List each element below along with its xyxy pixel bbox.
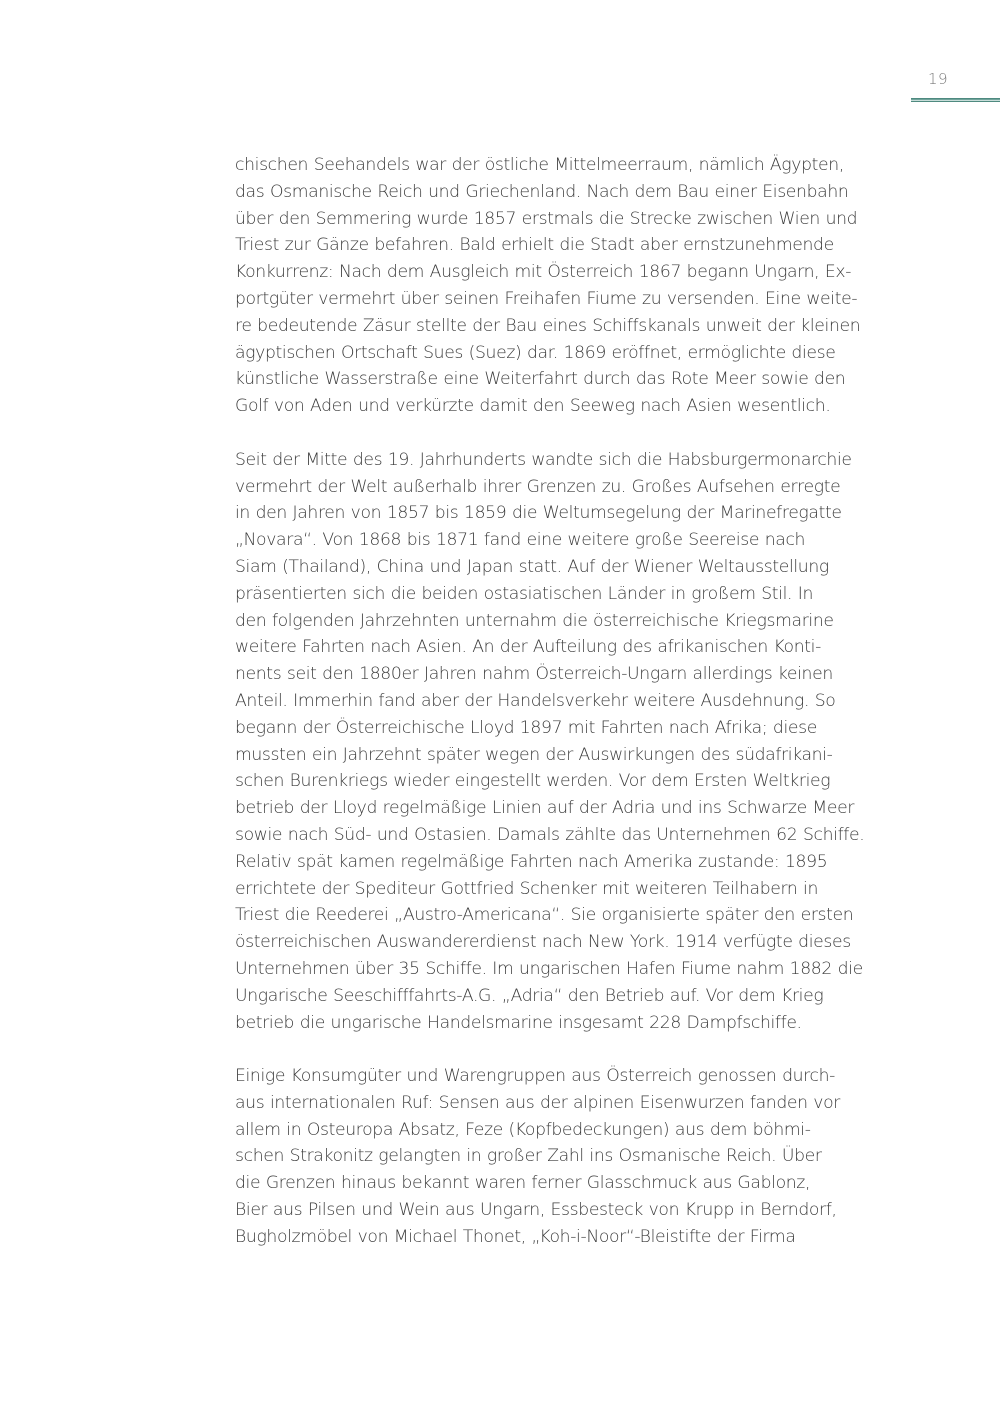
paragraph-2 [235, 447, 905, 1037]
text-line: die Grenzen hinaus bekannt waren ferner Glasschmuck aus Gablonz, [235, 1173, 811, 1194]
text-line: mussten ein Jahrzehnt später wegen der Auswirkungen des südafrikani- [235, 744, 833, 765]
paragraph-1 [235, 152, 905, 420]
text-line: das Osmanische Reich und Griechenland. Nach dem Bau einer Eisenbahn [235, 181, 849, 202]
text-line: ägyptischen Ortschaft Sues (Suez) dar. 1869 eröffnet, ermöglichte diese [235, 342, 836, 363]
text-line: Bugholzmöbel von Michael Thonet, „Koh-i-Noor“-Bleistifte der Firma [235, 1226, 796, 1247]
text-line: schen Burenkriegs wieder eingestellt werden. Vor dem Ersten Weltkrieg [235, 771, 831, 792]
text-line: präsentierten sich die beiden ostasiatischen Länder in großem Stil. In [235, 583, 814, 604]
text-line: begann der Österreichische Lloyd 1897 mit Fahrten nach Afrika; diese [235, 717, 817, 738]
text-line: Ungarische Seeschifffahrts-A.G. „Adria“ den Betrieb auf. Vor dem Krieg [235, 985, 824, 1006]
text-line: re bedeutende Zäsur stellte der Bau eines Schiffskanals unweit der kleinen [235, 315, 861, 336]
text-line: chischen Seehandels war der östliche Mittelmeerraum, nämlich Ägypten, [235, 155, 844, 175]
page-number: 19 [928, 70, 949, 88]
text-line: portgüter vermehrt über seinen Freihafen Fiume zu versenden. Eine weite- [235, 288, 858, 309]
text-line: Triest die Reederei „Austro-Americana“. Sie organisierte später den ersten [235, 905, 854, 926]
text-line: errichtete der Spediteur Gottfried Schenker mit weiteren Teilhabern in [235, 878, 819, 899]
text-line: betrieb der Lloyd regelmäßige Linien auf der Adria und ins Schwarze Meer [235, 798, 855, 819]
text-line: über den Semmering wurde 1857 erstmals die Strecke zwischen Wien und [235, 208, 858, 229]
text-line: künstliche Wasserstraße eine Weiterfahrt durch das Rote Meer sowie den [235, 369, 846, 390]
text-line: Anteil. Immerhin fand aber der Handelsverkehr weitere Ausdehnung. So [235, 690, 836, 711]
text-line: allem in Osteuropa Absatz, Feze (Kopfbedeckungen) aus dem böhmi- [235, 1119, 811, 1140]
text-line: nents seit den 1880er Jahren nahm Österreich-Ungarn allerdings keinen [235, 664, 833, 685]
text-line: schen Strakonitz gelangten in großer Zahl ins Osmanische Reich. Über [235, 1146, 822, 1167]
text-line: vermehrt der Welt außerhalb ihrer Grenzen zu. Großes Aufsehen erregte [235, 476, 841, 497]
text-line: in den Jahren von 1857 bis 1859 die Weltumsegelung der Marinefregatte [235, 503, 842, 524]
text-line: „Novara“. Von 1868 bis 1871 fand eine weitere große Seereise nach [235, 530, 806, 551]
text-line: den folgenden Jahrzehnten unternahm die österreichische Kriegsmarine [235, 610, 834, 631]
paragraph-3 [235, 1063, 905, 1251]
text-line: Unternehmen über 35 Schiffe. Im ungarischen Hafen Fiume nahm 1882 die [235, 958, 863, 979]
text-line: Konkurrenz: Nach dem Ausgleich mit Österreich 1867 begann Ungarn, Ex- [235, 262, 852, 283]
text-line: Seit der Mitte des 19. Jahrhunderts wandte sich die Habsburgermonarchie [235, 449, 852, 470]
body-text [235, 152, 905, 1277]
text-line: aus internationalen Ruf: Sensen aus der alpinen Eisenwurzen fanden vor [235, 1092, 840, 1113]
text-line: Triest zur Gänze befahren. Bald erhielt die Stadt aber ernstzunehmende [235, 235, 834, 256]
text-line: österreichischen Auswandererdienst nach New York. 1914 verfügte dieses [235, 932, 851, 953]
text-line: Relativ spät kamen regelmäßige Fahrten nach Amerika zustande: 1895 [235, 851, 828, 872]
text-line: betrieb die ungarische Handelsmarine insgesamt 228 Dampfschiffe. [235, 1012, 802, 1033]
header-rule [911, 98, 1000, 102]
text-line: Bier aus Pilsen und Wein aus Ungarn, Essbesteck von Krupp in Berndorf, [235, 1200, 837, 1221]
text-line: Golf von Aden und verkürzte damit den Seeweg nach Asien wesentlich. [235, 396, 831, 417]
text-line: Siam (Thailand), China und Japan statt. Auf der Wiener Weltausstellung [235, 556, 829, 577]
text-line: sowie nach Süd- und Ostasien. Damals zählte das Unternehmen 62 Schiffe. [235, 824, 865, 845]
text-line: weitere Fahrten nach Asien. An der Aufteilung des afrikanischen Konti- [235, 637, 821, 658]
text-line: Einige Konsumgüter und Warengruppen aus Österreich genossen durch- [235, 1066, 836, 1087]
